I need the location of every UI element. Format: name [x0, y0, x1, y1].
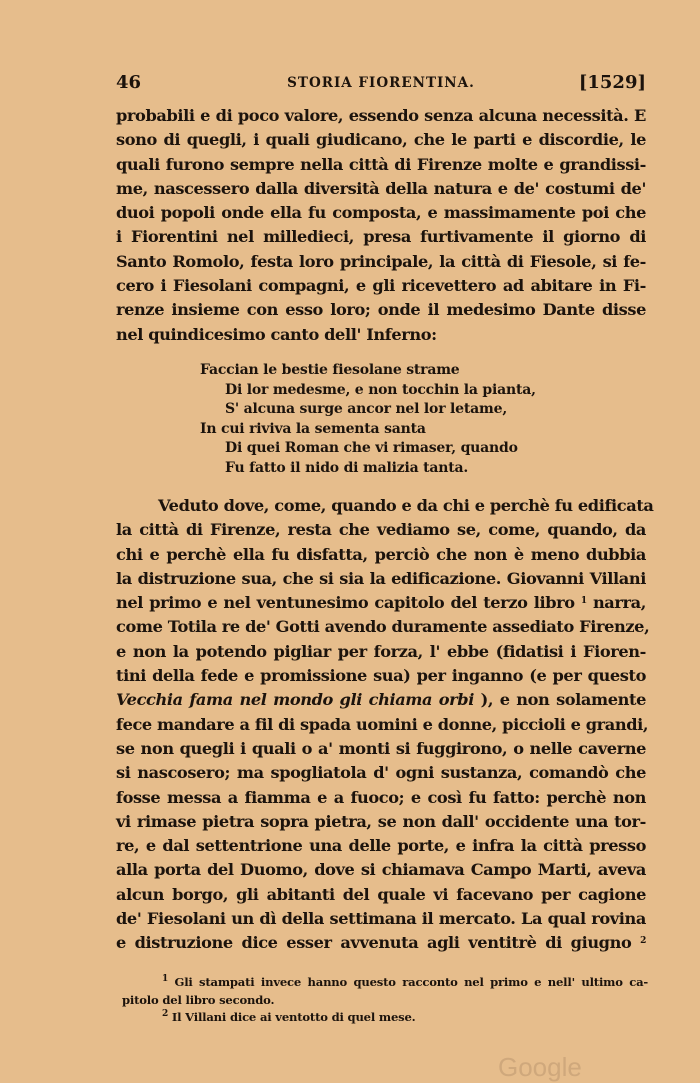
verse-line: Fu fatto il nido di malizia tanta. [225, 459, 469, 476]
text-line: me, nascessero dalla diversità della natura e de' costumi de' [116, 178, 646, 198]
text-line: alla porta del Duomo, dove si chiamava Campo Marti, aveva [116, 860, 646, 880]
italic-quote: Vecchia fama nel mondo gli chiama orbi [116, 690, 474, 710]
text-run: narra, [592, 593, 646, 613]
text-line: duoi popoli onde ella fu composta, e massimamente poi che [116, 203, 646, 223]
text-line: Veduto dove, come, quando e da chi e perchè fu edificata [158, 496, 654, 515]
text-line: la città di Firenze, resta che vediamo se, come, quando, da [116, 520, 646, 540]
text-line: se non quegli i quali o a' monti si fuggirono, o nelle caverne [116, 738, 646, 758]
footnote-text: Il Villani dice ai ventotto di quel mese. [171, 1010, 416, 1024]
footnote-2 [122, 1009, 648, 1027]
running-header [116, 72, 646, 98]
text-line [116, 591, 646, 615]
footnote-text: Gli stampati invece hanno questo racconto nel primo e nell' ultimo ca- [174, 975, 648, 989]
footnote-ref-2: 2 [640, 936, 646, 947]
paragraph-1 [116, 104, 646, 347]
dante-quotation [200, 361, 600, 478]
verse-line: In cui riviva la sementa santa [200, 420, 426, 437]
footnote-mark-2: 2 [162, 1009, 169, 1019]
text-line [116, 931, 646, 955]
page-number: 46 [116, 72, 142, 93]
text-line: renze insieme con esso loro; onde il medesimo Dante disse [116, 300, 646, 320]
text-line: chi e perchè ella fu disfatta, perciò che non è meno dubbia [116, 544, 646, 564]
footnote-mark-1: 1 [162, 974, 169, 984]
text-line: fosse messa a fiamma e a fuoco; e così fu fatto: perchè non [116, 787, 646, 807]
text-line: vi rimase pietra sopra pietra, se non dall' occidente una tor- [116, 811, 646, 831]
text-line: de' Fiesolani un dì della settimana il mercato. La qual rovina [116, 909, 646, 929]
text-line: quali furono sempre nella città di Firenze molte e grandissi- [116, 154, 646, 174]
text-line: sono di quegli, i quali giudicano, che le parti e discordie, le [116, 130, 646, 150]
text-line: si nascosero; ma spogliatola d' ogni sustanza, comandò che [116, 763, 646, 783]
footnotes [122, 974, 648, 1027]
text-run: ), e non solamente [480, 690, 646, 710]
footnote-1 [122, 974, 648, 992]
text-line: re, e dal settentrione una delle porte, e infra la città presso [116, 836, 646, 856]
text-line: Santo Romolo, festa loro principale, la città di Fiesole, si fe- [116, 251, 646, 271]
text-line: i Fiorentini nel milledieci, presa furtivamente il giorno di [116, 227, 646, 247]
text-line: nel quindicesimo canto dell' Inferno: [116, 324, 437, 344]
text-line [116, 688, 646, 712]
verse-line: Di lor medesme, e non tocchin la pianta, [225, 381, 536, 398]
footnote-1-cont: pitolo del libro secondo. [122, 992, 275, 1007]
text-line: cero i Fiesolani compagni, e gli ricevettero ad abitare in Fi- [116, 276, 646, 296]
text-run: e distruzione dice esser avvenuta agli ventitrè di giugno [116, 933, 632, 953]
text-line: tini della fede e promissione sua) per inganno (e per questo [116, 666, 646, 686]
text-line: fece mandare a fil di spada uomini e donne, piccioli e grandi, [116, 714, 649, 734]
verse-line: S' alcuna surge ancor nel lor letame, [225, 401, 507, 417]
text-line: probabili e di poco valore, essendo senza alcuna necessità. E [116, 106, 646, 125]
paragraph-2 [116, 494, 654, 956]
year-marker: [1529] [578, 72, 646, 93]
verse-line: Faccian le bestie fiesolane strame [200, 362, 460, 378]
text-line: alcun borgo, gli abitanti del quale vi facevano per cagione [116, 884, 646, 904]
footnote-ref-1: 1 [580, 596, 587, 607]
running-title: STORIA FIORENTINA. [287, 75, 475, 91]
google-watermark: Google [498, 1052, 582, 1082]
text-line: la distruzione sua, che si sia la edificazione. Giovanni Villani [116, 568, 646, 588]
text-line: come Totila re de' Gotti avendo duramente assediato Firenze, [116, 617, 650, 637]
text-line: e non la potendo pigliar per forza, l' ebbe (fidatisi i Fioren- [116, 641, 646, 661]
verse-line: Di quei Roman che vi rimaser, quando [225, 440, 518, 456]
text-run: nel primo e nel ventunesimo capitolo del terzo libro [116, 593, 575, 613]
